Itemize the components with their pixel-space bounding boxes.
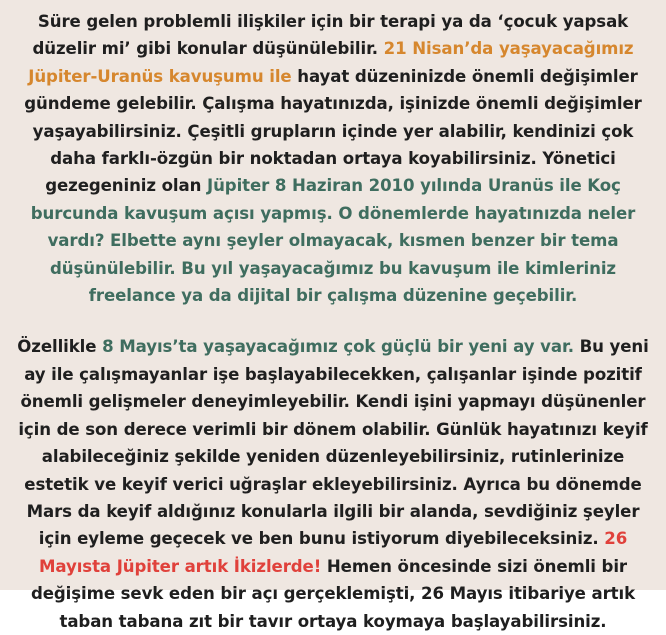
paragraph-2-text-a: Özellikle — [17, 337, 97, 357]
paragraph-1-text-b: hayat düzeninizde önemli değişimler gündeme gelebilir. Çalışma hayatınızda, işinizde önemli değişimler yaşayabilirsiniz. Çeşitli grupların içinde yer alabilir, kendinizi çok daha farklı-özgün bir noktadan ortaya koyabilirsiniz. Yönetici gezegeniniz olan — [24, 66, 642, 196]
highlight-jupiter-2010: Jüpiter 8 Haziran 2010 yılında Uranüs ile Koç burcunda kavuşum açısı yapmış. O dönemlerde hayatınızda neler vardı? Elbette aynı şeyler olmayacak, kısmen benzer bir tema düşünülebilir. Bu yıl yaşayacağımız bu kavuşum ile kimleriniz freelance ya da dijital bir çalışma düzenine geçebilir. — [30, 176, 636, 306]
highlight-jupiter-gemini: 26 Mayısta Jüpiter artık İkizlerde! — [39, 529, 628, 576]
paragraph-2-text-b: Bu yeni ay ile çalışmayanlar işe başlayabilecekken, çalışanlar işinde pozitif önemli gelişmeler deneyimleyebilir. Kendi işini yapmayı düşünenler için de son derece verimli bir dönem olabilir. Günlük hayatınızı keyif alabileceğiniz şekilde yeniden düzenleyebilirsiniz, rutinlerinize estetik ve keyif verici uğraşlar ekleyebilirsiniz. Ayrıca bu dönemde Mars da keyif aldığınız konularla ilgili bir alanda, sevdiğiniz şeyler için eyleme geçecek ve ben bunu istiyorum diyebileceksiniz. — [18, 337, 649, 549]
paragraph-1-text-a: Süre gelen problemli ilişkiler için bir terapi ya da ‘çocuk yapsak düzelir mi’ gibi konular düşünülebilir. — [32, 12, 629, 59]
highlight-new-moon: 8 Mayıs’ta yaşayacağımız çok güçlü bir yeni ay var. — [102, 337, 574, 357]
highlight-jupiter-uranus-conjunction: 21 Nisan’da yaşayacağımız Jüpiter-Uranüs kavuşumu ile — [28, 39, 634, 86]
paragraph-2-text-c: Hemen öncesinde sizi önemli bir değişime sevk eden bir açı gerçeklemişti, 26 Mayıs itibariye artık taban tabana zıt bir tavır ortaya koymaya başlayabilirsiniz. — [30, 556, 636, 631]
paragraph-1 — [10, 8, 656, 309]
